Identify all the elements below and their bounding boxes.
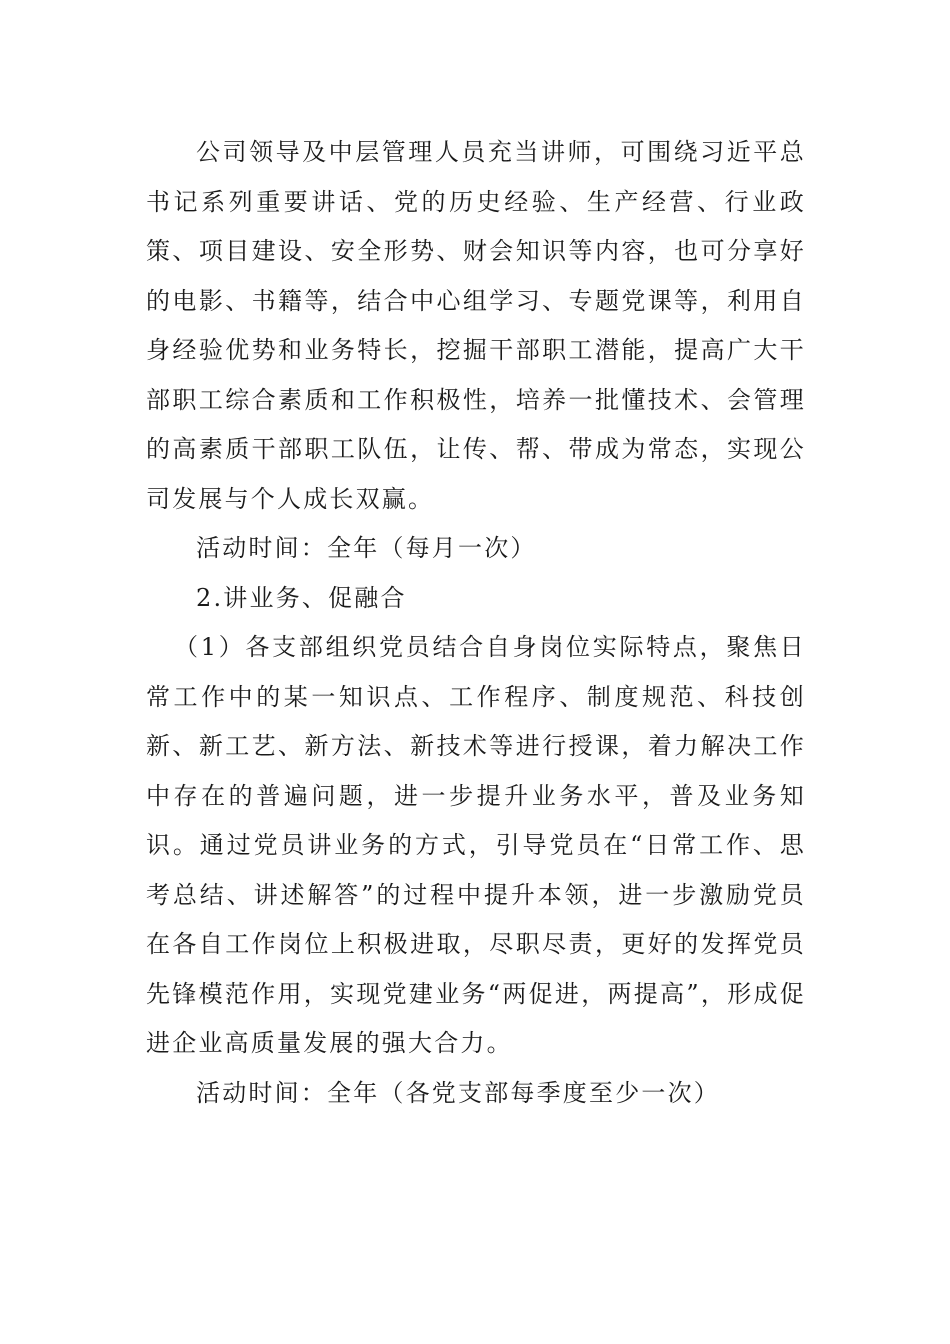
paragraph-lecturers: 公司领导及中层管理人员充当讲师，可围绕习近平总书记系列重要讲话、党的历史经验、生产经营、行业政策、项目建设、安全形势、财会知识等内容，也可分享好的电影、书籍等，结合中心组学习、专题党课等，利用自身经验优势和业务特长，挖掘干部职工潜能，提高广大干部职工综合素质和工作积极性，培养一批懂技术、会管理的高素质干部职工队伍，让传、帮、带成为常态，实现公司发展与个人成长双赢。 bbox=[146, 138, 806, 513]
paragraph-branch-lectures: （1）各支部组织党员结合自身岗位实际特点，聚焦日常工作中的某一知识点、工作程序、制度规范、科技创新、新工艺、新方法、新技术等进行授课，着力解决工作中存在的普遍问题，进一步提升业务水平，普及业务知识。通过党员讲业务的方式，引导党员在“日常工作、思考总结、讲述解答”的过程中提升本领，进一步激励党员在各自工作岗位上积极进取，尽职尽责，更好的发挥党员先锋模范作用，实现党建业务“两促进，两提高”，形成促进企业高质量发展的强大合力。 bbox=[146, 633, 806, 1057]
paragraph-activity-time-monthly: 活动时间：全年（每月一次） bbox=[196, 534, 537, 562]
document-body bbox=[146, 128, 806, 1118]
paragraph-activity-time-quarterly: 活动时间：全年（各党支部每季度至少一次） bbox=[196, 1078, 720, 1107]
section-heading-business: 2.讲业务、促融合 bbox=[196, 583, 407, 612]
